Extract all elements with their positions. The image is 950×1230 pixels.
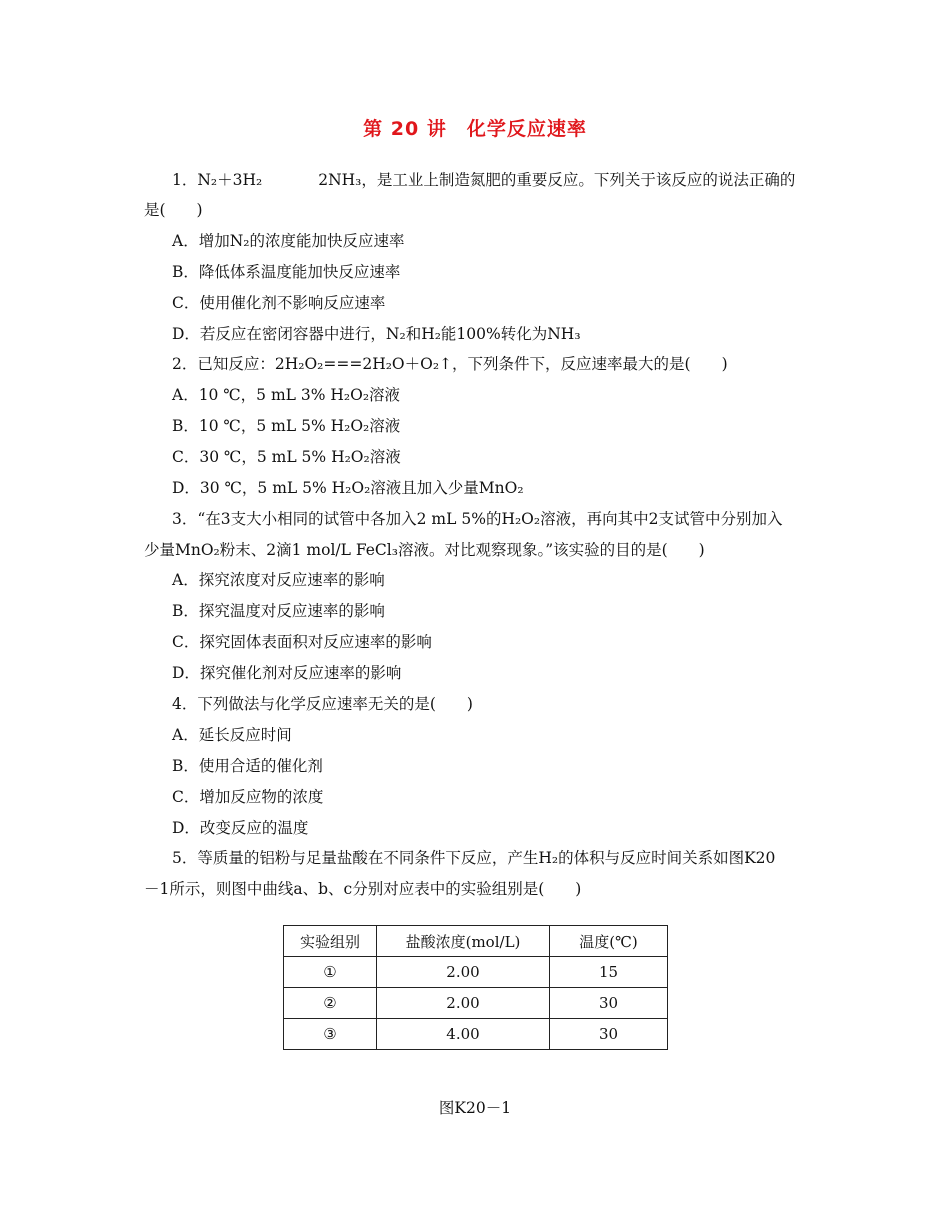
question-1-stem-part2: 2NH₃，是工业上制造氮肥的重要反应。下列关于该反应的说法正确的 xyxy=(318,171,796,189)
question-2-stem: 2．已知反应：2H₂O₂===2H₂O＋O₂↑，下列条件下，反应速率最大的是( ) xyxy=(172,355,728,373)
question-3-stem: 3．“在3支大小相同的试管中各加入2 mL 5%的H₂O₂溶液，再向其中2支试管中分别加入 xyxy=(172,510,783,528)
question-3-option-b: B．探究温度对反应速率的影响 xyxy=(172,602,385,620)
question-4-option-a: A．延长反应时间 xyxy=(172,726,292,744)
question-3-option-a: A．探究浓度对反应速率的影响 xyxy=(172,571,385,589)
table-header-row xyxy=(284,926,668,957)
table-cell: ① xyxy=(284,957,377,988)
figure-caption: 图K20－1 xyxy=(438,1099,512,1117)
table-cell: 30 xyxy=(550,1019,668,1050)
table-header-cell: 温度(℃) xyxy=(550,926,668,957)
question-1-option-d: D．若反应在密闭容器中进行，N₂和H₂能100%转化为NH₃ xyxy=(172,325,581,343)
question-2-option-d: D．30 ℃，5 mL 5% H₂O₂溶液且加入少量MnO₂ xyxy=(172,479,524,497)
question-3-option-c: C．探究固体表面积对反应速率的影响 xyxy=(172,633,432,651)
question-1-stem-cont: 是( ) xyxy=(144,201,203,219)
question-1-option-a: A．增加N₂的浓度能加快反应速率 xyxy=(172,232,405,250)
question-1-option-c: C．使用催化剂不影响反应速率 xyxy=(172,294,386,312)
table-cell: 15 xyxy=(550,957,668,988)
page-title: 第 20 讲 化学反应速率 xyxy=(363,118,587,140)
table-header-cell: 盐酸浓度(mol/L) xyxy=(377,926,550,957)
table-cell: 2.00 xyxy=(377,957,550,988)
question-4-option-b: B．使用合适的催化剂 xyxy=(172,757,323,775)
table-row xyxy=(284,957,668,988)
question-4-option-c: C．增加反应物的浓度 xyxy=(172,788,324,806)
question-1-stem-part1: 1．N₂＋3H₂ xyxy=(172,171,263,189)
table-cell: 30 xyxy=(550,988,668,1019)
experiment-table xyxy=(283,925,668,1050)
question-5-stem: 5．等质量的铝粉与足量盐酸在不同条件下反应，产生H₂的体积与反应时间关系如图K20 xyxy=(172,849,776,867)
table-cell: ③ xyxy=(284,1019,377,1050)
question-2-option-a: A．10 ℃，5 mL 3% H₂O₂溶液 xyxy=(172,386,401,404)
table-header-cell: 实验组别 xyxy=(284,926,377,957)
question-3-stem-cont: 少量MnO₂粉末、2滴1 mol/L FeCl₃溶液。对比观察现象。”该实验的目的是( ) xyxy=(144,541,705,559)
table-row xyxy=(284,988,668,1019)
question-1-option-b: B．降低体系温度能加快反应速率 xyxy=(172,263,401,281)
question-2-option-b: B．10 ℃，5 mL 5% H₂O₂溶液 xyxy=(172,417,401,435)
question-3-option-d: D．探究催化剂对反应速率的影响 xyxy=(172,664,402,682)
question-2-option-c: C．30 ℃，5 mL 5% H₂O₂溶液 xyxy=(172,448,401,466)
question-1-stem xyxy=(172,170,795,190)
table-cell: 4.00 xyxy=(377,1019,550,1050)
question-4-stem: 4．下列做法与化学反应速率无关的是( ) xyxy=(172,695,473,713)
table-row xyxy=(284,1019,668,1050)
table-cell: ② xyxy=(284,988,377,1019)
table-cell: 2.00 xyxy=(377,988,550,1019)
question-4-option-d: D．改变反应的温度 xyxy=(172,819,309,837)
question-5-stem-cont: －1所示，则图中曲线a、b、c分别对应表中的实验组别是( ) xyxy=(144,880,582,898)
